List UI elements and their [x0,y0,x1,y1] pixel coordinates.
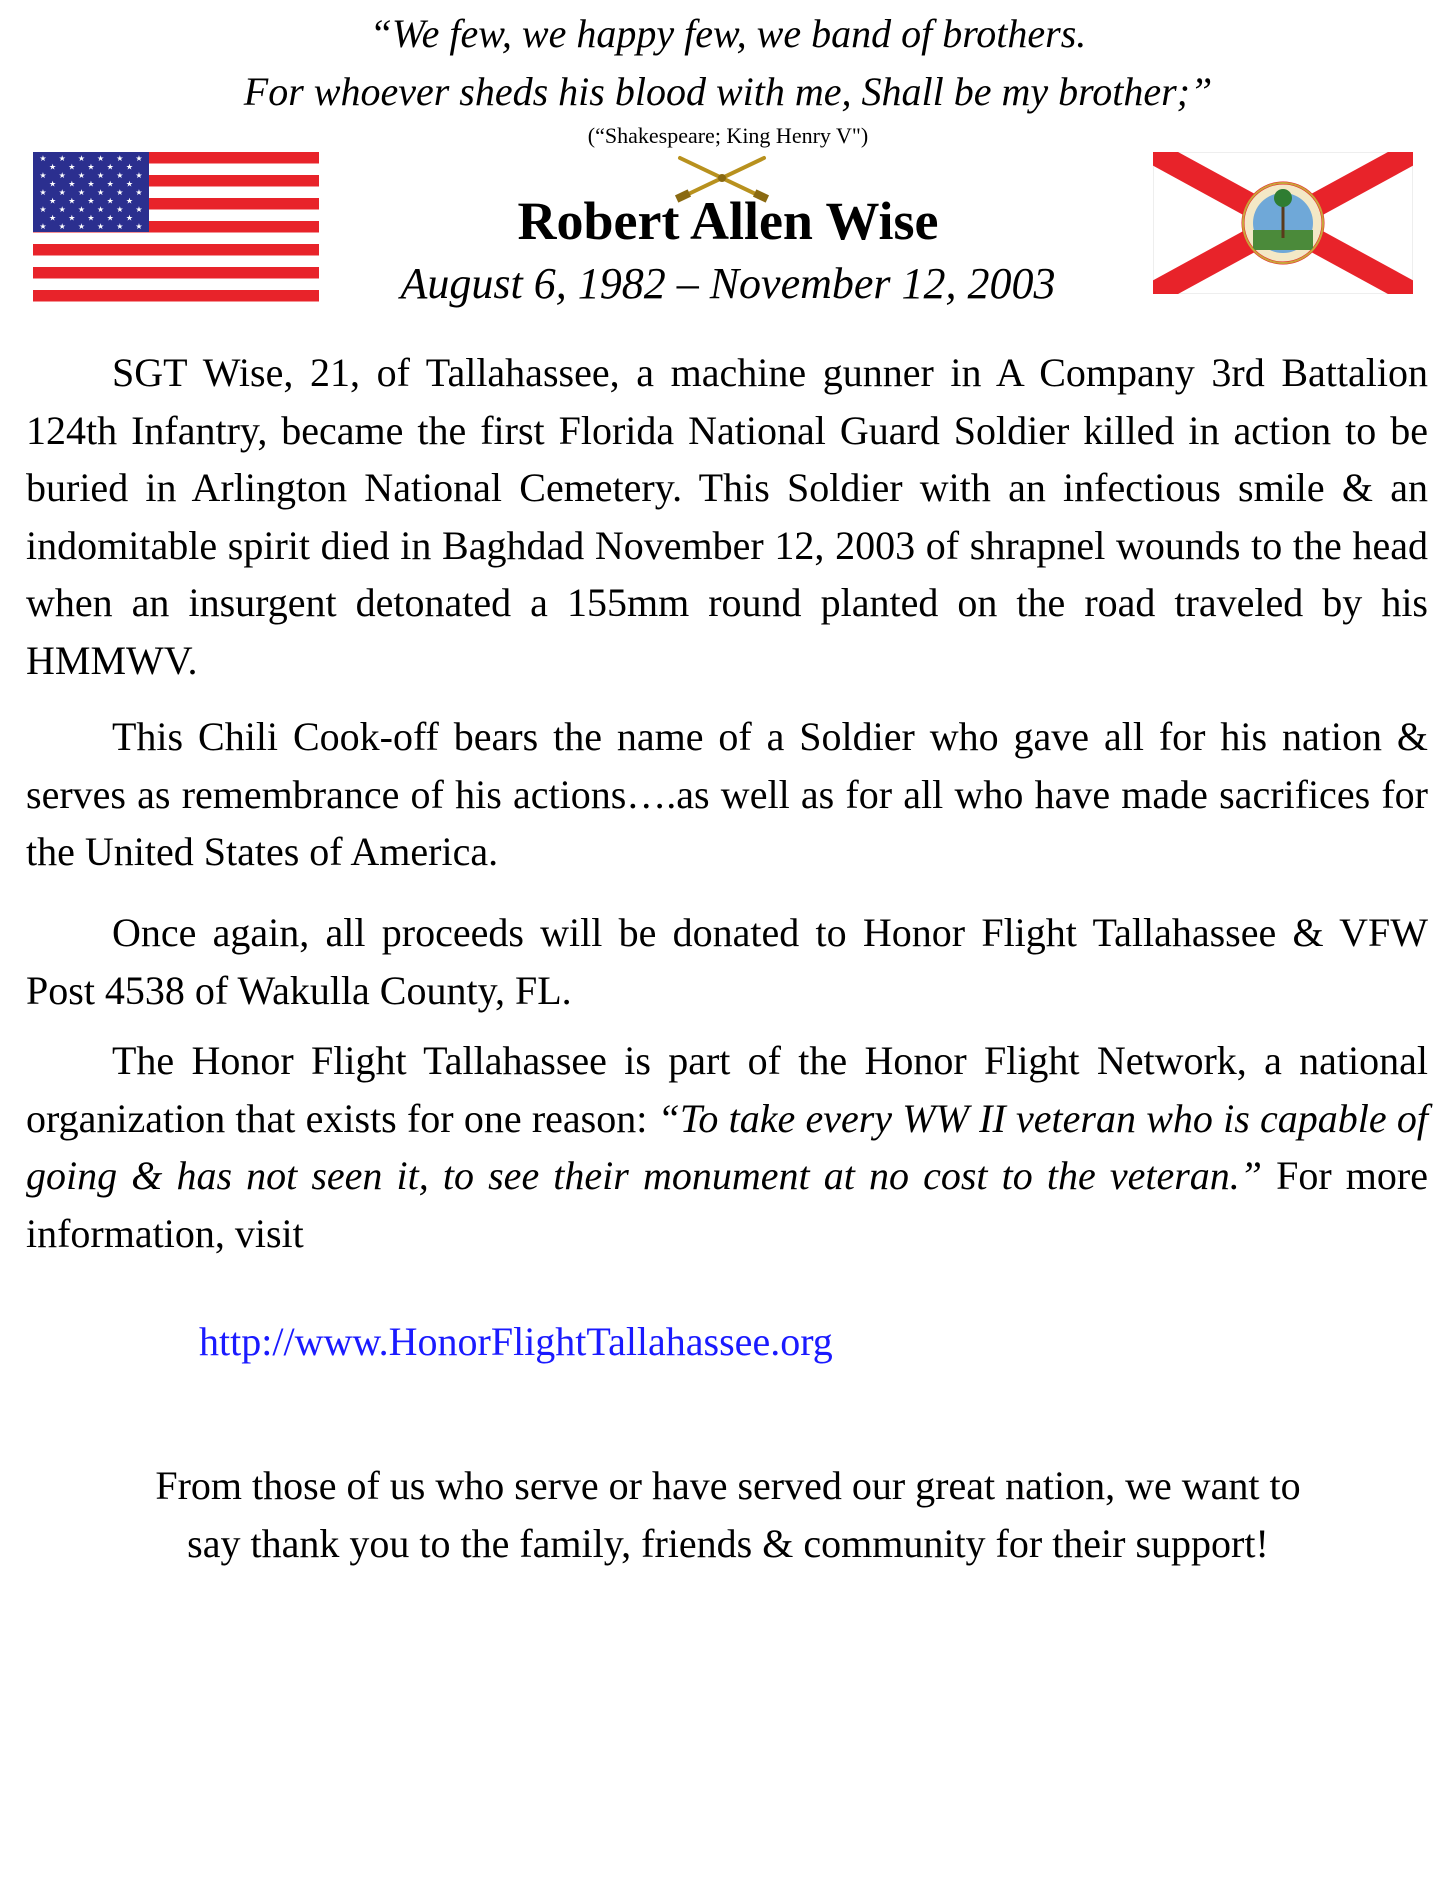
us-flag-star: ★ [97,188,105,197]
us-flag-star: ★ [77,188,85,197]
us-flag-star: ★ [135,188,143,197]
us-flag-star: ★ [97,222,105,231]
us-flag-star: ★ [77,205,85,214]
us-flag-star: ★ [39,205,47,214]
us-flag-star: ★ [87,196,95,206]
us-flag-star: ★ [125,213,133,223]
us-flag-star: ★ [49,213,57,223]
us-flag-star: ★ [39,188,47,197]
us-flag-star: ★ [135,205,143,214]
us-flag-star: ★ [58,205,66,214]
closing-line-2: say thank you to the family, friends & community for their support! [187,1521,1269,1566]
us-flag-star: ★ [68,162,76,172]
closing-line-1: From those of us who serve or have served our great nation, we want to [155,1463,1301,1508]
honoree-name: Robert Allen Wise [517,191,939,251]
us-flag-star: ★ [116,188,124,197]
us-flag-star: ★ [77,154,85,163]
us-flag-star: ★ [58,222,66,231]
us-flag-star: ★ [58,171,66,180]
us-flag-star: ★ [68,179,76,189]
us-flag-star: ★ [135,222,143,231]
us-flag-star: ★ [125,196,133,206]
honor-flight-website-link[interactable]: http://www.HonorFlightTallahassee.org [199,1319,833,1364]
us-flag-star: ★ [135,171,143,180]
closing-thank-you [20,1457,1436,1573]
paragraph-biography: SGT Wise, 21, of Tallahassee, a machine gunner in A Company 3rd Battalion 124th Infantry, became the first Florida National Guard Soldier killed in action to be buried in Arlington National Cemetery. This Soldier with an infectious smile & an indomitable spirit died in Baghdad November 12, 2003 of shrapnel wounds to the head when an insurgent detonated a 155mm round planted on the road traveled by his HMMWV. [26,350,1428,683]
us-flag-star: ★ [116,154,124,163]
florida-state-seal-icon [1243,183,1323,263]
us-flag-star: ★ [58,188,66,197]
us-flag-star: ★ [106,179,114,189]
us-flag-star: ★ [116,205,124,214]
us-flag-star: ★ [77,171,85,180]
us-flag-star: ★ [97,205,105,214]
us-flag-star: ★ [125,179,133,189]
us-flag-star: ★ [68,213,76,223]
us-flag-star: ★ [68,196,76,206]
paragraph-cookoff-dedication: This Chili Cook-off bears the name of a Soldier who gave all for his nation & serves as remembrance of his actions….as well as for all who have made sacrifices for the United States of America. [26,714,1428,874]
paragraph-proceeds: Once again, all proceeds will be donated to Honor Flight Tallahassee & VFW Post 4538 of Wakulla County, FL. [26,910,1428,1013]
us-flag-star: ★ [97,171,105,180]
us-flag-star: ★ [49,179,57,189]
epigraph-line-2: For whoever sheds his blood with me, Shall be my brother;” [243,69,1213,114]
us-flag-star: ★ [58,154,66,163]
us-flag-star: ★ [87,179,95,189]
us-flag-star: ★ [49,196,57,206]
us-flag-star: ★ [39,222,47,231]
florida-flag-image [1153,152,1413,294]
us-flag-star: ★ [106,196,114,206]
us-flag-star: ★ [116,222,124,231]
honoree-dates: August 6, 1982 – November 12, 2003 [400,259,1056,308]
paragraph-honor-flight [26,1032,1428,1262]
us-flag-star: ★ [106,162,114,172]
us-flag-star: ★ [97,154,105,163]
us-flag-star: ★ [87,213,95,223]
us-flag-star: ★ [49,162,57,172]
us-flag-star: ★ [39,171,47,180]
us-flag-star: ★ [39,154,47,163]
honor-flight-intro: The Honor Flight Tallahassee is part of the Honor Flight Network, a national organization that exists for one reason: [26,1038,1428,1141]
us-flag-star: ★ [87,162,95,172]
honor-flight-mission-quote: “To take every WW II veteran who is capable of going & has not seen it, to see their monument at no cost to the veteran.” [26,1095,1428,1198]
us-flag-star: ★ [135,154,143,163]
us-flag-star: ★ [77,222,85,231]
us-flag-star: ★ [106,213,114,223]
epigraph-line-1: “We few, we happy few, we band of brothers. [369,11,1087,56]
us-flag-star: ★ [125,162,133,172]
honor-flight-visit-text: For more information, visit [26,1153,1428,1256]
us-flag-star: ★ [116,171,124,180]
epigraph-attribution: (“Shakespeare; King Henry V") [587,123,869,148]
